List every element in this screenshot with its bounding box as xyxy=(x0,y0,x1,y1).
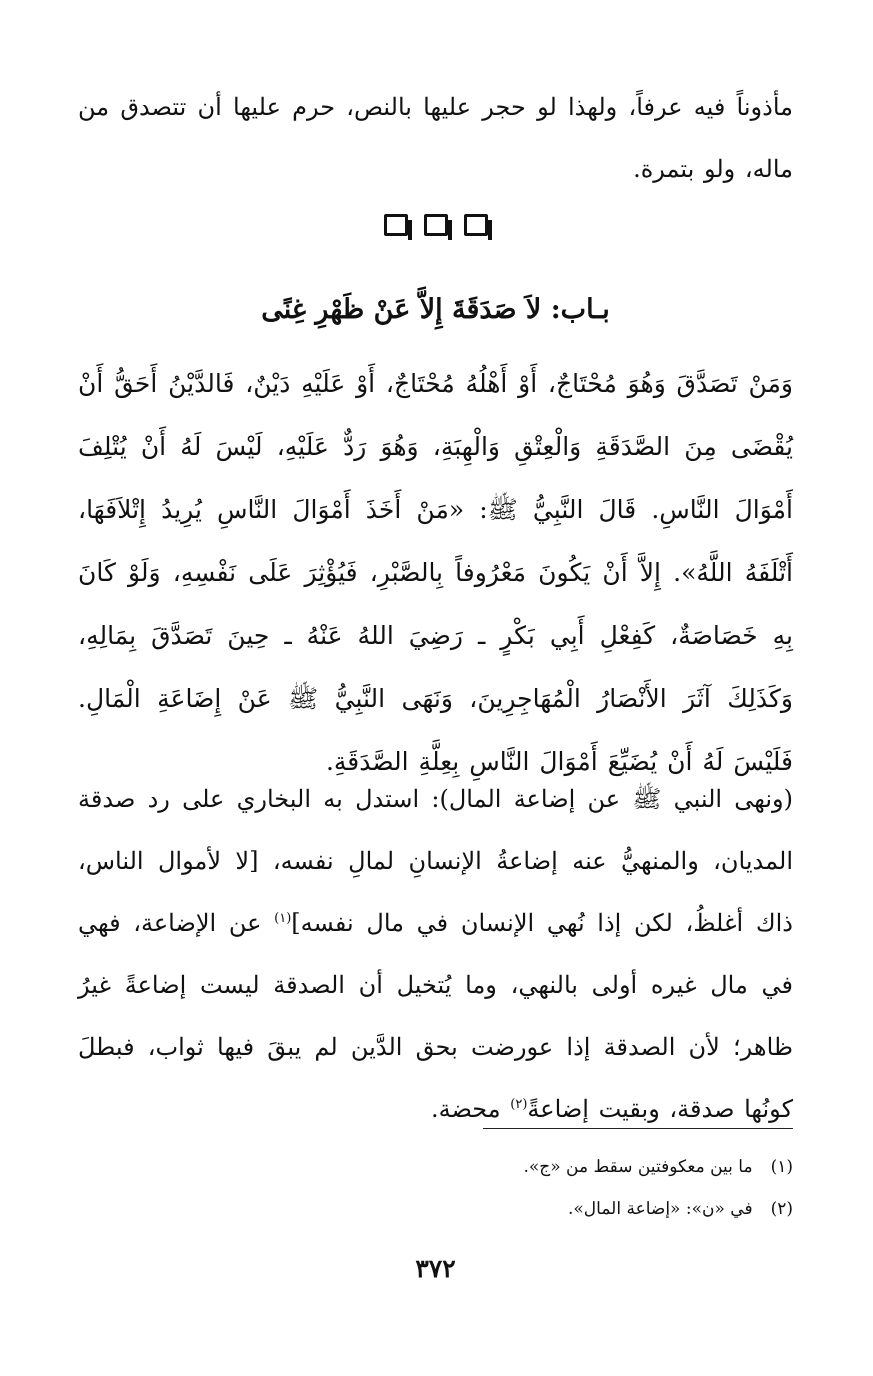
footnote-number: (٢) xyxy=(770,1199,793,1219)
page-number: ٣٧٢ xyxy=(415,1254,456,1283)
footnote-number: (١) xyxy=(770,1157,793,1177)
footnote-divider xyxy=(483,1128,793,1129)
hadith-text: وَمَنْ تَصَدَّقَ وَهُوَ مُحْتَاجٌ، أَوْ أَهْلُهُ مُحْتَاجٌ، أَوْ عَلَيْهِ دَيْنٌ، فَالدَّيْنُ أَحَقُّ أَنْ يُقْضَى مِنَ الصَّدَقَةِ وَالْعِتْقِ وَالْهِبَةِ، وَهُوَ رَدٌّ عَلَيْهِ، لَيْسَ لَهُ أَنْ يُتْلِفَ أَمْوَالَ النَّاسِ. قَالَ النَّبِيُّ ﷺ: «مَنْ أَخَذَ أَمْوَالَ النَّاسِ يُرِيدُ إِتْلاَفَهَا، أَتْلَفَهُ اللَّهُ». إِلاَّ أَنْ يَكُونَ مَعْرُوفاً بِالصَّبْرِ، فَيُؤْثِرَ عَلَى نَفْسِهِ، وَلَوْ كَانَ بِهِ خَصَاصَةٌ، كَفِعْلِ أَبِي بَكْرٍ ـ رَضِيَ اللهُ عَنْهُ ـ حِينَ تَصَدَّقَ بِمَالِهِ، وَكَذَلِكَ آثَرَ الأَنْصَارُ الْمُهَاجِرِينَ، وَنَهَى النَّبِيُّ ﷺ عَنْ إِضَاعَةِ الْمَالِ. فَلَيْسَ لَهُ أَنْ يُضَيِّعَ أَمْوَالَ النَّاسِ بِعِلَّةِ الصَّدَقَةِ. xyxy=(78,369,793,776)
chapter-heading xyxy=(78,288,793,332)
footnote-ref-2[interactable]: (٢) xyxy=(510,1097,528,1112)
commentary-text-part-1: (ونهى النبي ﷺ عن إضاعة المال): استدل به البخاري على رد صدقة المديان، والمنهيُّ عنه إضاعةُ الإنسانِ لمالِ نفسه، [لا لأموال الناس، ذاك أغلظُ، لكن إذا نُهي الإنسان في مال نفسه] xyxy=(78,785,794,937)
book-page xyxy=(78,0,793,1376)
commentary-paragraph xyxy=(78,768,793,1140)
footnote-ref-1[interactable]: (١) xyxy=(274,911,292,926)
chapter-prefix: بـاب: xyxy=(550,294,610,325)
footnote-text: في «ن»: «إضاعة المال». xyxy=(567,1199,753,1219)
footnotes-section xyxy=(78,1146,793,1230)
intro-paragraph: مأذوناً فيه عرفاً، ولهذا لو حجر عليها بالنص، حرم عليها أن تتصدق من ماله، ولو بتمرة. xyxy=(78,93,793,183)
footnote-item xyxy=(78,1146,793,1188)
chapter-title: لاَ صَدَقَةَ إِلاَّ عَنْ ظَهْرِ غِنًى xyxy=(261,294,542,325)
footnote-item xyxy=(78,1188,793,1230)
commentary-text-part-2: عن الإضاعة، فهي في مال غيره أولى بالنهي، وما يُتخيل أن الصدقة ليست إضاعةً غيرُ ظاهر؛ لأن الصدقة إذا عورضت بحق الدَّين لم يبقَ فيها ثواب، فبطلَ كونُها صدقة، وبقيت إضاعةً xyxy=(78,909,793,1123)
footnote-text: ما بين معكوفتين سقط من «ج». xyxy=(523,1157,753,1177)
section-separator xyxy=(78,214,793,236)
separator-square-icon xyxy=(424,214,448,236)
commentary-text-part-3: محضة. xyxy=(430,1095,511,1123)
separator-square-icon xyxy=(464,214,488,236)
separator-square-icon xyxy=(384,214,408,236)
